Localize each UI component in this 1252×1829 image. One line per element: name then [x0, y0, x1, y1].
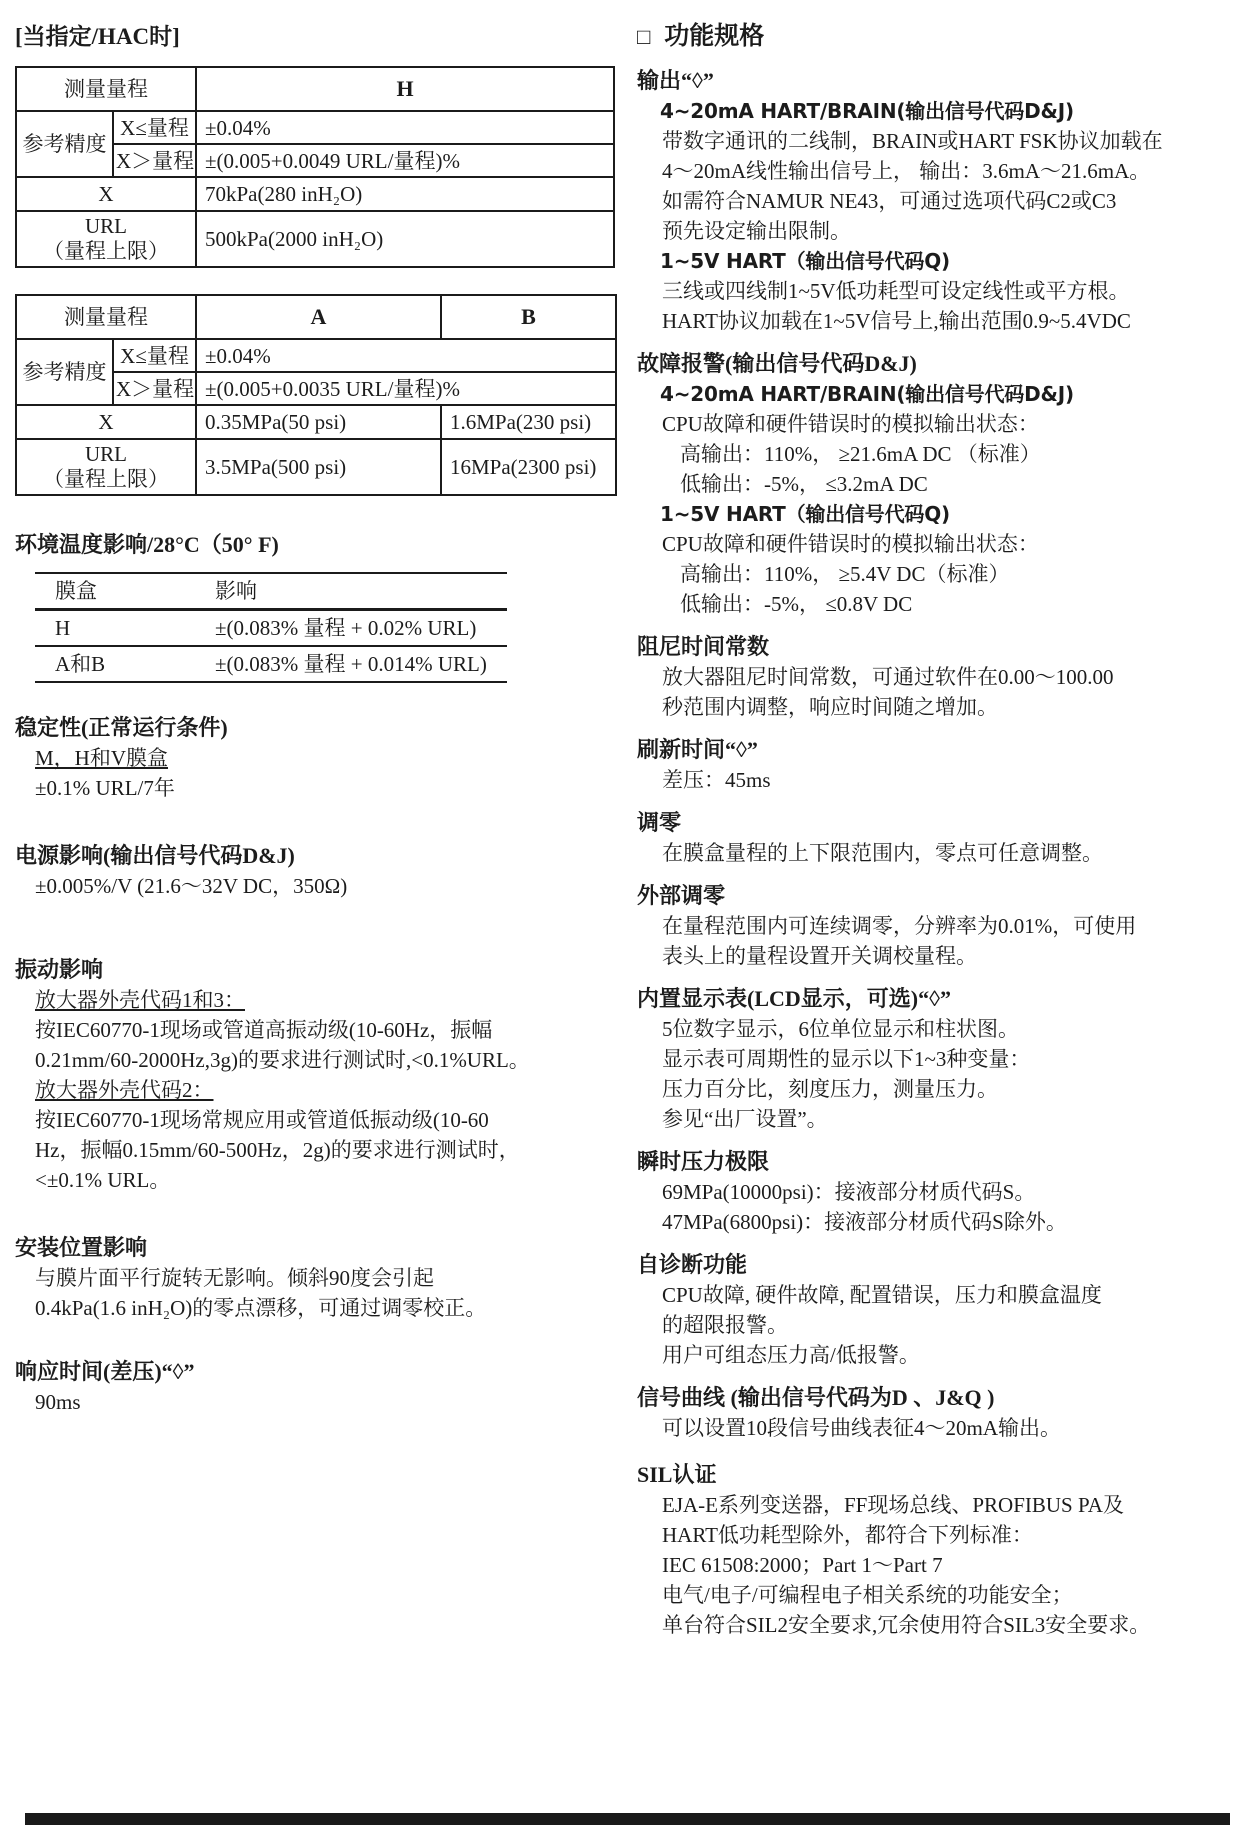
square-bullet-icon: □ — [637, 24, 651, 49]
table-cell: ±(0.005+0.0035 URL/量程)% — [196, 372, 616, 405]
functional-spec-title-text: 功能规格 — [664, 22, 765, 50]
text-line: 低输出：-5%， ≤3.2mA DC — [680, 472, 928, 496]
text-line: 在量程范围内可连续调零，分辨率为0.01%，可使用 — [662, 914, 1137, 938]
section-heading: 响应时间(差压)“◊” — [15, 1359, 195, 1384]
section-heading: 故障报警(输出信号代码D&J) — [637, 351, 917, 376]
table-row — [16, 67, 614, 111]
table-cell: 500kPa(2000 inH₂O) — [196, 211, 614, 267]
section-heading: SIL认证 — [637, 1462, 717, 1487]
table-cell: X≤量程 — [113, 111, 196, 144]
text-line: EJA-E系列变送器，FF现场总线、PROFIBUS PA及 — [662, 1493, 1124, 1517]
text-line: 预先设定输出限制。 — [662, 219, 851, 243]
table-cell: 0.35MPa(50 psi) — [196, 405, 441, 439]
text-line: 0.21mm/60-2000Hz,3g)的要求进行测试时,<0.1%URL。 — [35, 1048, 530, 1072]
text-line: 放大器阻尼时间常数，可通过软件在0.00～100.00 — [662, 665, 1114, 689]
text-line: 参见“出厂设置”。 — [662, 1107, 828, 1131]
text-line: 压力百分比，刻度压力，测量压力。 — [662, 1077, 998, 1101]
text-line: <±0.1% URL。 — [35, 1168, 171, 1192]
table-row — [16, 339, 616, 372]
spec-section-damping — [637, 632, 1252, 722]
left-sections — [15, 713, 620, 1417]
table-cell: 参考精度 — [16, 111, 113, 177]
text-line: 放大器外壳代码2： — [35, 1078, 214, 1102]
text-line: 高输出：110%， ≥5.4V DC（标准） — [680, 562, 1010, 586]
text-line: CPU故障和硬件错误时的模拟输出状态： — [662, 412, 1039, 436]
section-heading: 安装位置影响 — [15, 1235, 148, 1260]
table-cell: 16MPa(2300 psi) — [441, 439, 616, 495]
text-line: 按IEC60770-1现场常规应用或管道低振动级(10-60 — [35, 1108, 489, 1132]
page-footer-rule — [25, 1813, 1230, 1825]
section-heading: 输出“◊” — [637, 68, 714, 93]
text-line: 69MPa(10000psi)：接液部分材质代码S。 — [662, 1180, 1036, 1204]
table-header-cell: A — [196, 295, 441, 339]
text-line: 显示表可周期性的显示以下1~3种变量： — [662, 1047, 1031, 1071]
spec-section-indicator — [637, 984, 1252, 1134]
spec-section-response — [15, 1357, 620, 1417]
table-header-cell: 膜盒 — [35, 573, 195, 610]
table-cell: ±(0.005+0.0049 URL/量程)% — [196, 144, 614, 177]
spec-section-external-zero — [637, 881, 1252, 971]
table-cell: ±(0.083% 量程 + 0.02% URL) — [195, 610, 507, 647]
table-cell: X — [16, 405, 196, 439]
table-header-cell: 测量量程 — [16, 67, 196, 111]
table-row — [16, 177, 614, 211]
functional-spec-blocks — [637, 66, 1252, 1640]
section-heading: 刷新时间“◊” — [637, 737, 758, 762]
text-line: Hz，振幅0.15mm/60-500Hz，2g)的要求进行测试时， — [35, 1138, 520, 1162]
text-line: HART低功耗型除外，都符合下列标准： — [662, 1523, 1033, 1547]
section-heading: 阻尼时间常数 — [637, 634, 770, 659]
text-line: 4~20mA HART/BRAIN(输出信号代码D&J) — [660, 382, 1074, 406]
text-line: 按IEC60770-1现场或管道高振动级(10-60Hz，振幅 — [35, 1018, 493, 1042]
hac-section-title: [当指定/HAC时] — [15, 24, 180, 49]
table-header-cell: B — [441, 295, 616, 339]
measuring-range-table-h — [15, 66, 615, 268]
table-cell: X＞量程 — [113, 144, 196, 177]
text-line: M，H和V膜盒 — [35, 746, 169, 770]
spec-section-signal-characterizer — [637, 1383, 1252, 1443]
spec-section-stability — [15, 713, 620, 803]
text-line: 电气/电子/可编程电子相关系统的功能安全； — [662, 1583, 1073, 1607]
table-cell: X — [16, 177, 196, 211]
section-heading: 内置显示表(LCD显示，可选)“◊” — [637, 986, 951, 1011]
functional-spec-title — [637, 20, 1252, 53]
table-cell — [16, 439, 196, 495]
text-line: ±0.005%/V (21.6～32V DC，350Ω) — [35, 874, 348, 898]
table-cell: 70kPa(280 inH₂O) — [196, 177, 614, 211]
spec-section-sil — [637, 1460, 1252, 1640]
text-line: 放大器外壳代码1和3： — [35, 988, 245, 1012]
url-sublabel: （量程上限） — [43, 239, 169, 263]
text-line: 用户可组态压力高/低报警。 — [662, 1343, 920, 1367]
table-row — [16, 439, 616, 495]
text-line: HART协议加载在1~5V信号上,输出范围0.9~5.4VDC — [662, 309, 1131, 333]
text-line: 的超限报警。 — [662, 1313, 788, 1337]
table-row — [16, 211, 614, 267]
table-row — [16, 111, 614, 144]
table-cell: X＞量程 — [113, 372, 196, 405]
temp-effect-heading: 环境温度影响/28°C（50° F) — [15, 532, 279, 557]
spec-section-update-time — [637, 735, 1252, 795]
text-line: 4～20mA线性输出信号上， 输出：3.6mA～21.6mA。 — [662, 159, 1151, 183]
text-line: 1~5V HART（输出信号代码Q) — [660, 502, 950, 526]
spec-section-zero-adjust — [637, 808, 1252, 868]
table-cell — [16, 211, 196, 267]
url-label: URL — [85, 442, 127, 466]
left-column — [15, 0, 620, 1417]
table-row — [16, 405, 616, 439]
table-cell: 参考精度 — [16, 339, 113, 405]
section-heading: 调零 — [637, 810, 682, 835]
table-cell: A和B — [35, 646, 195, 682]
text-line: 4~20mA HART/BRAIN(输出信号代码D&J) — [660, 99, 1074, 123]
spec-section-overpressure — [637, 1147, 1252, 1237]
spec-section-vibration — [15, 955, 620, 1195]
table-cell: ±(0.083% 量程 + 0.014% URL) — [195, 646, 507, 682]
spec-section-power — [15, 841, 620, 901]
spec-section-mounting — [15, 1233, 620, 1323]
text-line: 带数字通讯的二线制，BRAIN或HART FSK协议加载在 — [662, 129, 1163, 153]
spec-section-alarm — [637, 349, 1252, 619]
text-line: 低输出：-5%， ≤0.8V DC — [680, 592, 913, 616]
section-heading: 外部调零 — [637, 883, 726, 908]
text-line: 与膜片面平行旋转无影响。倾斜90度会引起 — [35, 1266, 434, 1290]
text-line: 47MPa(6800psi)：接液部分材质代码S除外。 — [662, 1210, 1067, 1234]
table-cell: X≤量程 — [113, 339, 196, 372]
table-header-cell: H — [196, 67, 614, 111]
text-line: 三线或四线制1~5V低功耗型可设定线性或平方根。 — [662, 279, 1130, 303]
url-sublabel: （量程上限） — [43, 467, 169, 491]
text-line: 差压：45ms — [662, 768, 771, 792]
table-row — [35, 646, 507, 682]
section-heading: 瞬时压力极限 — [637, 1149, 770, 1174]
text-line: ±0.1% URL/7年 — [35, 776, 175, 800]
section-heading: 稳定性(正常运行条件) — [15, 715, 228, 740]
section-heading: 电源影响(输出信号代码D&J) — [15, 843, 295, 868]
table-row — [35, 573, 507, 610]
table-row — [35, 610, 507, 647]
table-header-cell: 影响 — [195, 573, 507, 610]
text-line: 高输出：110%， ≥21.6mA DC （标准） — [680, 442, 1041, 466]
text-line: 如需符合NAMUR NE43，可通过选项代码C2或C3 — [662, 189, 1117, 213]
text-line: 0.4kPa(1.6 inH₂O)的零点漂移，可通过调零校正。 — [35, 1296, 487, 1320]
spec-section-self-diagnostics — [637, 1250, 1252, 1370]
table-header-cell: 测量量程 — [16, 295, 196, 339]
table-cell: ±0.04% — [196, 339, 616, 372]
text-line: 秒范围内调整，响应时间随之增加。 — [662, 695, 998, 719]
table-cell: ±0.04% — [196, 111, 614, 144]
section-heading: 自诊断功能 — [637, 1252, 748, 1277]
text-line: CPU故障和硬件错误时的模拟输出状态： — [662, 532, 1039, 556]
table-row — [16, 295, 616, 339]
text-line: 1~5V HART（输出信号代码Q) — [660, 249, 950, 273]
text-line: 表头上的量程设置开关调校量程。 — [662, 944, 977, 968]
text-line: CPU故障, 硬件故障, 配置错误，压力和膜盒温度 — [662, 1283, 1102, 1307]
table-cell: H — [35, 610, 195, 647]
section-heading: 信号曲线 (输出信号代码为D 、J&Q ) — [637, 1385, 995, 1410]
table-cell: 3.5MPa(500 psi) — [196, 439, 441, 495]
text-line: 可以设置10段信号曲线表征4～20mA输出。 — [662, 1416, 1061, 1440]
text-line: 5位数字显示，6位单位显示和柱状图。 — [662, 1017, 1019, 1041]
measuring-range-table-ab — [15, 294, 617, 496]
url-label: URL — [85, 214, 127, 238]
text-line: 90ms — [35, 1390, 81, 1414]
spec-section-output — [637, 66, 1252, 336]
table-cell: 1.6MPa(230 psi) — [441, 405, 616, 439]
temp-effect-table — [35, 572, 507, 683]
section-heading: 振动影响 — [15, 957, 104, 982]
text-line: 单台符合SIL2安全要求,冗余使用符合SIL3安全要求。 — [662, 1613, 1151, 1637]
text-line: IEC 61508:2000；Part 1～Part 7 — [662, 1553, 943, 1577]
right-column — [637, 0, 1252, 1640]
text-line: 在膜盒量程的上下限范围内，零点可任意调整。 — [662, 841, 1103, 865]
